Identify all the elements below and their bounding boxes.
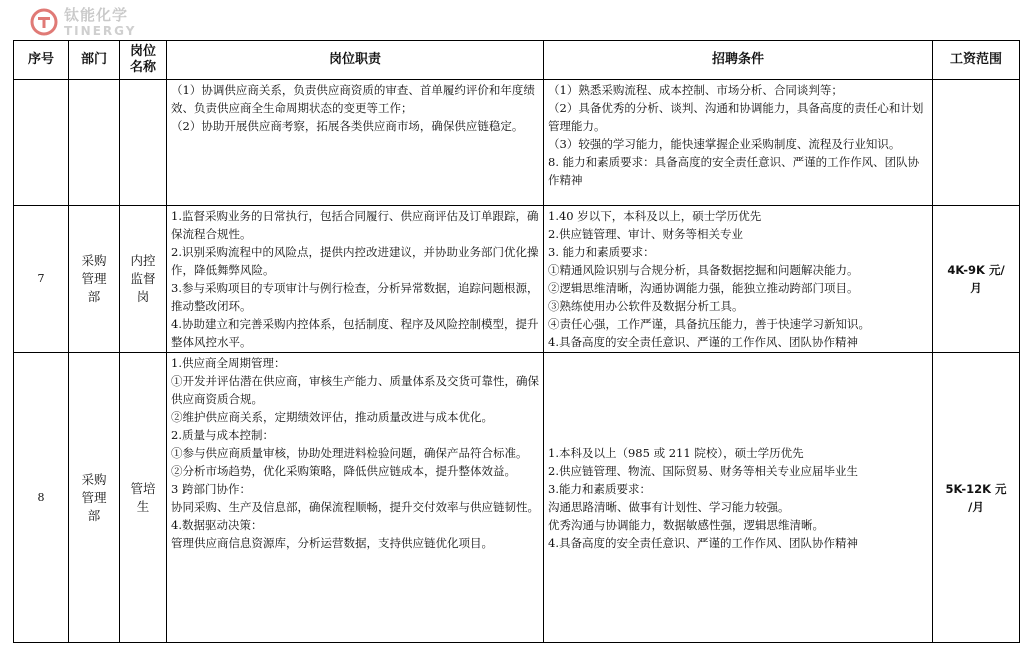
row-duties: 1.供应商全周期管理： ①开发并评估潜在供应商，审核生产能力、质量体系及交货可靠性，确保供应商资质合规。 ②维护供应商关系，定期绩效评估，推动质量改进与成本优化。 2.质量与成本控制： ①参与供应商质量审核，协助处理进料检验问题，确保产品符合标准。 ②分析市场趋势，优化采购策略，降低供应链成本，提升整体效益。 3 跨部门协作： 协同采购、生产及信息部，确保流程顺畅，提升交付效率与供应链韧性。 4.数据驱动决策： 管理供应商信息资源库，分析运营数据，支持供应链优化项目。 [167, 353, 544, 643]
row-department [69, 80, 120, 206]
row-requirements: 1.本科及以上（985 或 211 院校），硕士学历优先 2.供应链管理、物流、国际贸易、财务等相关专业应届毕业生 3.能力和素质要求： 沟通思路清晰、做事有计划性、学习能力较强。 优秀沟通与协调能力，数据敏感性强，逻辑思维清晰。 4.具备高度的安全责任意识、严谨的工作作风、团队协作精神 [544, 353, 933, 643]
header-position: 岗位 名称 [120, 41, 167, 80]
table-row [14, 80, 1020, 206]
tinergy-logo-icon [30, 8, 58, 36]
row-department: 采购 管理 部 [69, 206, 120, 353]
brand-name-en: TINERGY [64, 23, 137, 38]
row-index: 7 [14, 206, 69, 353]
row-salary [933, 80, 1020, 206]
header-department: 部门 [69, 41, 120, 80]
row-index: 8 [14, 353, 69, 643]
table-row [14, 353, 1020, 643]
row-index [14, 80, 69, 206]
row-duties: 1.监督采购业务的日常执行，包括合同履行、供应商评估及订单跟踪，确保流程合规性。 2.识别采购流程中的风险点，提供内控改进建议，并协助业务部门优化操作，降低舞弊风险。 3.参与采购项目的专项审计与例行检查，分析异常数据，追踪问题根源，推动整改闭环。 4.协助建立和完善采购内控体系，包括制度、程序及风险控制模型，提升整体风控水平。 [167, 206, 544, 353]
table-header-row [14, 41, 1020, 80]
row-salary: 5K-12K 元 /月 [933, 353, 1020, 643]
row-position: 管培 生 [120, 353, 167, 643]
row-duties: （1）协调供应商关系，负责供应商资质的审查、首单履约评价和年度绩效、负责供应商全生命周期状态的变更等工作； （2）协助开展供应商考察，拓展各类供应商市场，确保供应链稳定。 [167, 80, 544, 206]
row-position: 内控 监督 岗 [120, 206, 167, 353]
header-salary: 工资范围 [933, 41, 1020, 80]
company-logo [30, 6, 136, 38]
row-salary: 4K-9K 元/ 月 [933, 206, 1020, 353]
row-department: 采购 管理 部 [69, 353, 120, 643]
row-position [120, 80, 167, 206]
header-index: 序号 [14, 41, 69, 80]
header-requirements: 招聘条件 [544, 41, 933, 80]
row-requirements: 1.40 岁以下，本科及以上，硕士学历优先 2.供应链管理、审计、财务等相关专业 3. 能力和素质要求： ①精通风险识别与合规分析，具备数据挖掘和问题解决能力。 ②逻辑思维清晰，沟通协调能力强，能独立推动跨部门项目。 ③熟练使用办公软件及数据分析工具。 ④责任心强，工作严谨，具备抗压能力，善于快速学习新知识。 4.具备高度的安全责任意识、严谨的工作作风、团队协作精神 [544, 206, 933, 353]
table-row [14, 206, 1020, 353]
recruitment-table [13, 40, 1020, 643]
header-duties: 岗位职责 [167, 41, 544, 80]
row-requirements: （1）熟悉采购流程、成本控制、市场分析、合同谈判等； （2）具备优秀的分析、谈判、沟通和协调能力，具备高度的责任心和计划管理能力。 （3）较强的学习能力，能快速掌握企业采购制度、流程及行业知识。 8. 能力和素质要求：具备高度的安全责任意识、严谨的工作作风、团队协作精神 [544, 80, 933, 206]
brand-name-cn: 钛能化学 [64, 5, 129, 24]
